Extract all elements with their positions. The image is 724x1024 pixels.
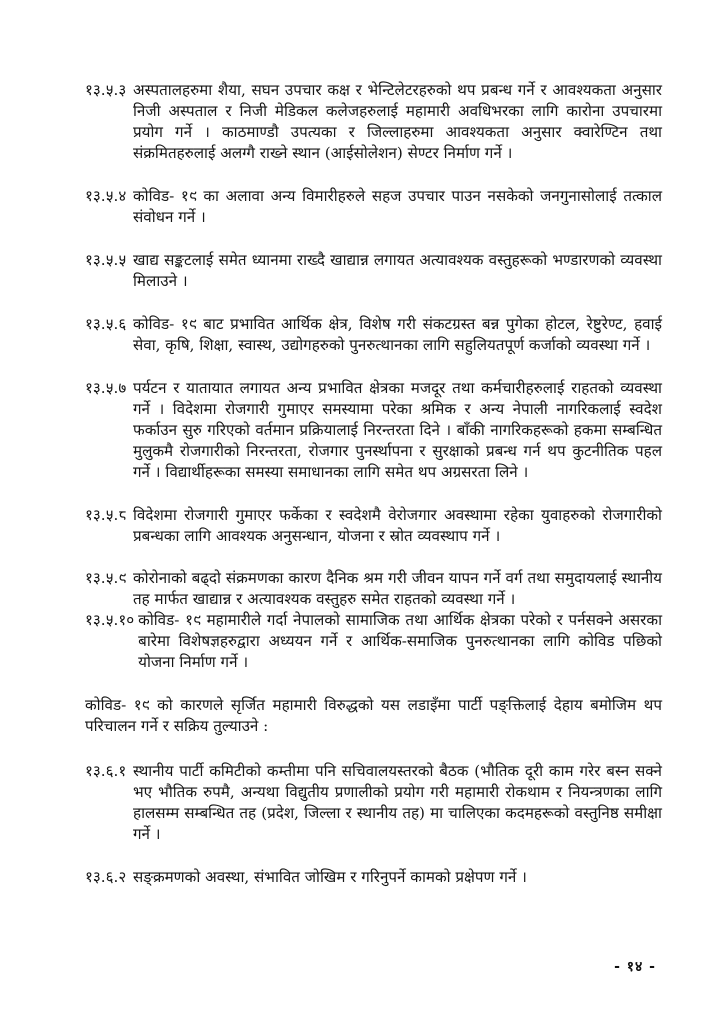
clause-number: १३.५.९ [85, 569, 127, 588]
clause-number: १३.५.५ [85, 250, 127, 269]
clause-13-5-5 [85, 250, 662, 292]
clause-13-5-4 [85, 186, 662, 228]
clause-number: १३.५.१० [85, 611, 135, 630]
clause-number: १३.५.७ [85, 378, 127, 397]
clause-13-5-7 [85, 378, 662, 483]
clause-text: सङ्क्रमणको अवस्था, संभावित जोखिम र गरिनुपर्ने कामको प्रक्षेपण गर्ने । [133, 868, 527, 887]
clause-13-5-10 [85, 610, 662, 673]
clause-text: स्थानीय पार्टी कमिटीको कम्तीमा पनि सचिवालयस्तरको बैठक (भौतिक दूरी काम गरेर बस्न सक्ने भए भौतिक रुपमै, अन्यथा विद्युतीय प्रणालीको प्रयोग गरी महामारी रोकथाम र नियन्त्रणका लागि हालसम्म सम्बन्धित तह (प्रदेश, जिल्ला र स्थानीय तह) मा चालिएका कदमहरूको वस्तुनिष्ठ समीक्षा गर्ने । [133, 762, 662, 844]
mobilization-intro-paragraph: कोविड- १९ को कारणले सृर्जित महामारी विरुद्धको यस लडाइँमा पार्टी पङ्क्तिलाई देहाय बमोजिम थप परिचालन गर्ने र सक्रिय तुल्याउने : [85, 696, 662, 736]
clause-13-6-1 [85, 761, 662, 845]
clause-number: १३.६.१ [85, 762, 127, 781]
clause-number: १३.५.६ [85, 314, 127, 333]
document-content [85, 80, 662, 910]
clause-13-5-3 [85, 80, 662, 164]
clause-number: १३.५.३ [85, 81, 127, 99]
clause-text: खाद्य सङ्कटलाई समेत ध्यानमा राख्दै खाद्यान्न लगायत अत्यावश्यक वस्तुहरूको भण्डारणको व्यवस्था मिलाउने । [133, 250, 662, 290]
clause-13-5-8 [85, 505, 662, 547]
clause-text: कोरोनाको बढ्दो संक्रमणका कारण दैनिक श्रम गरी जीवन यापन गर्ने वर्ग तथा समुदायलाई स्थानीय तह मार्फत खाद्यान्न र अत्यावश्यक वस्तुहरु समेत राहतको व्यवस्था गर्ने । [133, 569, 662, 609]
clause-text: कोविड- १९ महामारीले गर्दा नेपालको सामाजिक तथा आर्थिक क्षेत्रका परेको र पर्नसक्ने असरका बारेमा विशेषज्ञहरुद्वारा अध्ययन गर्ने र आर्थिक-समाजिक पुनरुत्थानका लागि कोविड पछिको योजना निर्माण गर्ने । [138, 611, 662, 672]
clause-13-5-6 [85, 314, 662, 356]
clause-text: कोविड- १९ बाट प्रभावित आर्थिक क्षेत्र, विशेष गरी संकटग्रस्त बन्न पुगेका होटल, रेष्टुरेण्ट, हवाई सेवा, कृषि, शिक्षा, स्वास्थ, उद्योगहरुको पुनरुत्थानका लागि सहुलियतपूर्ण कर्जाको व्यवस्था गर्ने । [133, 314, 662, 354]
clause-text: अस्पतालहरुमा शैया, सघन उपचार कक्ष र भेन्टिलेटरहरुको थप प्रबन्ध गर्ने र आवश्यकता अनुसार निजी अस्पताल र निजी मेडिकल कलेजहरुलाई महामारी अवधिभरका लागि कारोना उपचारमा प्रयोग गर्ने । काठमाण्डौ उपत्यका र जिल्लाहरुमा आवश्यकता अनुसार क्वारेण्टिन तथा संक्रमितहरुलाई अलग्गै राख्ने स्थान (आईसोलेशन) सेण्टर निर्माण गर्ने । [133, 81, 662, 162]
clause-text: कोविड- १९ का अलावा अन्य विमारीहरुले सहज उपचार पाउन नसकेको जनगुनासोलाई तत्काल संवोधन गर्ने । [133, 186, 662, 226]
clause-text: विदेशमा रोजगारी गुमाएर फर्केका र स्वदेशमै वेरोजगार अवस्थामा रहेका युवाहरुको रोजगारीको प्रबन्धका लागि आवश्यक अनुसन्धान, योजना र स्रोत व्यवस्थाप गर्ने । [133, 505, 662, 545]
clause-number: १३.५.८ [85, 505, 127, 524]
clause-number: १३.५.४ [85, 186, 127, 205]
clause-13-6-2 [85, 867, 662, 888]
clause-number: १३.६.२ [85, 868, 127, 887]
clause-text: पर्यटन र यातायात लगायत अन्य प्रभावित क्षेत्रका मजदूर तथा कर्मचारीहरुलाई राहतको व्यवस्था गर्ने । विदेशमा रोजगारी गुमाएर समस्यामा परेका श्रमिक र अन्य नेपाली नागरिकलाई स्वदेश फर्काउन सुरु गरिएको वर्तमान प्रक्रियालाई निरन्तरता दिने । बाँकी नागरिकहरूको हकमा सम्बन्धित मुलुकमै रोजगारीको निरन्तरता, रोजगार पुनर्स्थापना र सुरक्षाको प्रबन्ध गर्न थप कुटनीतिक पहल गर्ने । विद्यार्थीहरूका समस्या समाधानका लागि समेत थप अग्रसरता लिने । [133, 378, 662, 481]
clause-13-5-9 [85, 568, 662, 610]
page-number: - १४ - [614, 959, 656, 975]
